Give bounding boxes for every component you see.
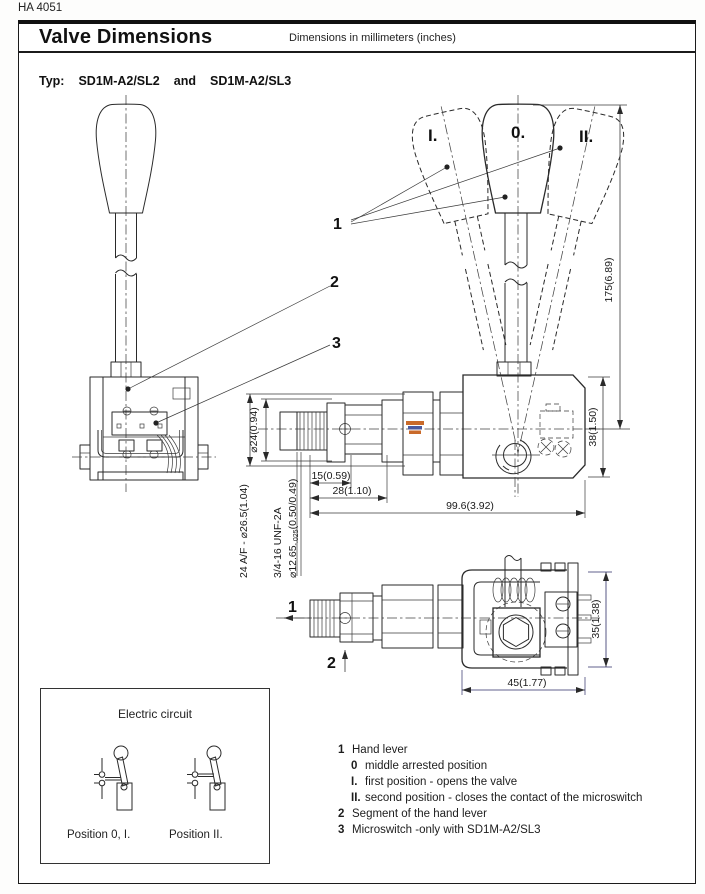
legend-key: 2 xyxy=(338,808,345,820)
dim-99: 99.6(3.92) xyxy=(446,500,494,512)
arrow-label-1: 1 xyxy=(288,599,297,616)
hex-nut-2 xyxy=(440,392,463,475)
units-note: Dimensions in millimeters (inches) xyxy=(289,32,456,44)
electric-circuit-box xyxy=(40,688,270,864)
callout-1: 1 xyxy=(333,216,342,233)
thread-lines-bottom xyxy=(314,600,334,637)
cartridge-nose xyxy=(280,412,297,450)
callout-3: 3 xyxy=(332,335,341,352)
legend-item-1 xyxy=(338,742,642,758)
legend-key: 1 xyxy=(338,744,345,756)
callout-leaders xyxy=(125,145,562,425)
dia1265-in: (0.50/0.49) xyxy=(287,478,299,530)
dim-15: 15(0.59) xyxy=(311,470,351,482)
callout-2: 2 xyxy=(330,274,339,291)
arrow-label-2: 2 xyxy=(327,655,336,672)
legend-key: 0 xyxy=(351,760,358,772)
segment-block xyxy=(480,602,546,662)
position-label-II: II. xyxy=(579,127,594,146)
legend-key: 3 xyxy=(338,824,345,836)
dim-38: 38(1.50) xyxy=(587,407,599,447)
valve-body-front xyxy=(90,377,198,480)
position-label-0: 0. xyxy=(511,123,526,142)
dim-28: 28(1.10) xyxy=(332,485,372,497)
legend-text: second position - closes the contact of the microswitch xyxy=(365,792,643,804)
microswitch-side xyxy=(538,404,573,457)
model-b: SD1M-A2/SL3 xyxy=(209,74,292,88)
dia1265-mm: ⌀12.65 xyxy=(287,545,299,578)
legend-text: middle arrested position xyxy=(365,760,488,772)
dim-dia24: ⌀24(0.94) xyxy=(248,407,260,453)
thread-lines xyxy=(300,412,324,450)
dim-45: 45(1.77) xyxy=(507,677,547,689)
position-label-I: I. xyxy=(428,126,438,145)
page-title: Valve Dimensions xyxy=(39,26,213,48)
dim-thread: 3/4-16 UNF-2A xyxy=(272,507,284,578)
circuit-label-right: Position II. xyxy=(169,829,223,841)
front-view-hand-lever-valve xyxy=(72,95,216,492)
circuit-label-left: Position 0, I. xyxy=(67,829,131,841)
electric-circuit-title: Electric circuit xyxy=(117,707,192,721)
legend-item-II xyxy=(338,790,642,806)
legend-item-I xyxy=(338,774,642,790)
dim-hex-af: 24 A/F - ⌀26.5(1.04) xyxy=(238,484,250,578)
segment-frame xyxy=(462,563,578,675)
type-conjunction: and xyxy=(173,74,196,88)
lever-pivot xyxy=(492,440,540,497)
document-code: HA 4051 xyxy=(18,2,63,14)
dim-175: 175(6.89) xyxy=(603,257,615,303)
microswitch-front xyxy=(112,412,167,435)
lever-position-I xyxy=(406,99,553,461)
legend-item-2 xyxy=(338,806,642,822)
switch-symbol-closed xyxy=(187,746,225,810)
legend-text: Segment of the hand lever xyxy=(352,808,487,820)
dia1265-tol: -.025 xyxy=(293,529,300,546)
model-a: SD1M-A2/SL2 xyxy=(78,74,160,88)
wires xyxy=(157,435,169,473)
lever-nut-side xyxy=(497,362,531,376)
cartridge-nameplate xyxy=(406,421,424,434)
circuit-symbols xyxy=(41,733,269,843)
dim-35: 35(1.38) xyxy=(590,599,602,639)
dim-dia1265 xyxy=(287,479,300,578)
bottom-view xyxy=(276,556,612,696)
legend-text: first position - opens the valve xyxy=(365,776,518,788)
legend xyxy=(338,742,642,838)
legend-key: I. xyxy=(351,776,358,788)
hex-nut-1-bottom xyxy=(382,585,433,648)
legend-item-3 xyxy=(338,822,642,838)
legend-key: II. xyxy=(351,792,361,804)
type-label: Typ: xyxy=(39,74,65,88)
legend-text: Hand lever xyxy=(352,744,408,756)
legend-item-0 xyxy=(338,758,642,774)
legend-text: Microswitch -only with SD1M-A2/SL3 xyxy=(352,824,541,836)
hex-nut-2-bottom xyxy=(438,585,463,648)
side-view xyxy=(238,375,610,578)
switch-symbol-open xyxy=(94,746,132,810)
